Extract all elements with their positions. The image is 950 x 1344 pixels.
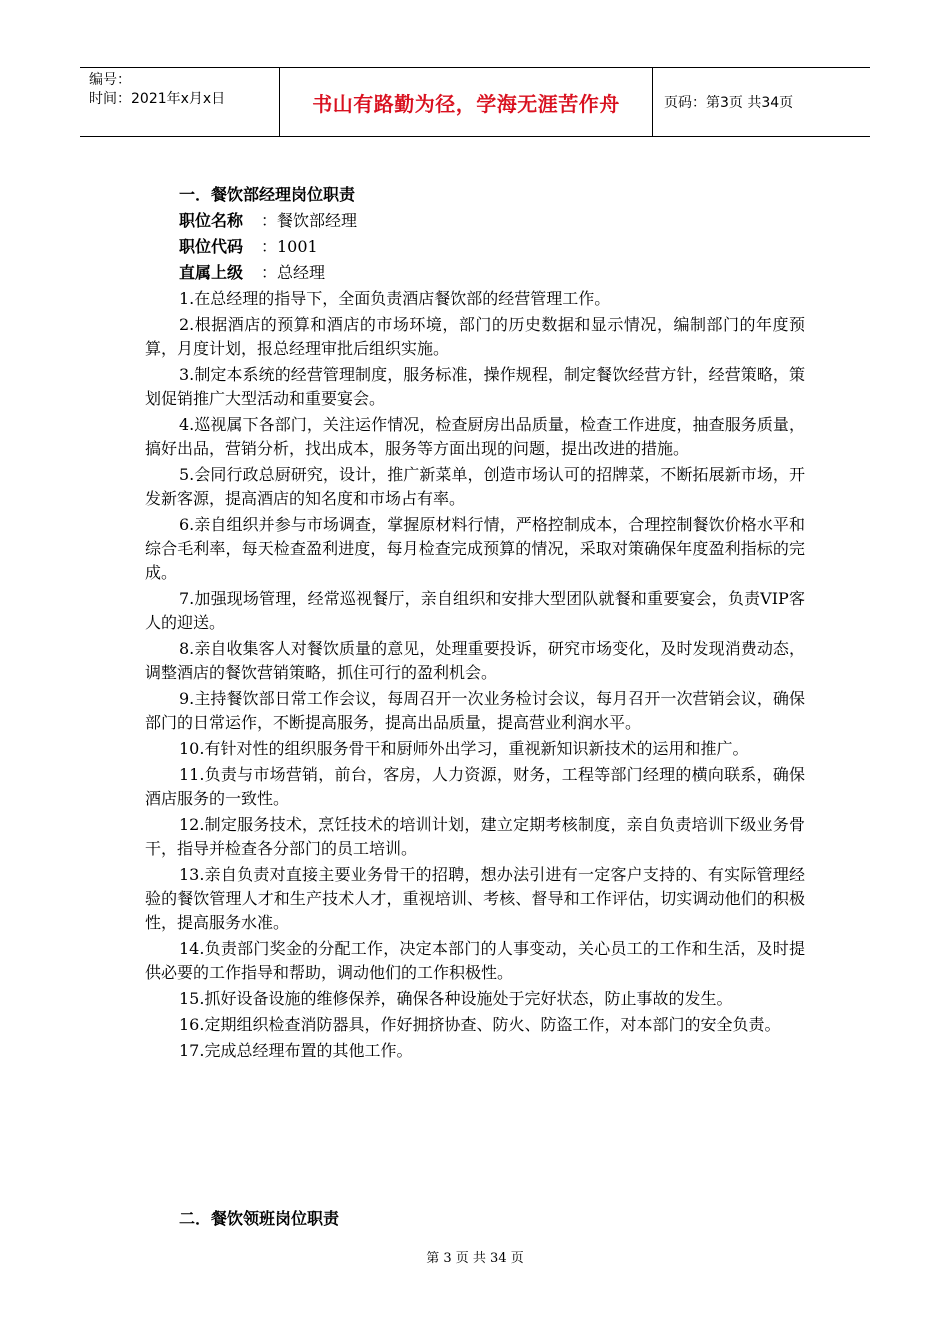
- document-date-label: 时间：2021年x月x日: [89, 91, 226, 107]
- field-row: [145, 235, 805, 259]
- header-meta: [80, 68, 280, 136]
- section-title: 一．餐饮部经理岗位职责: [179, 185, 356, 204]
- field-value: ：总经理: [261, 263, 326, 282]
- section-title: 二．餐饮领班岗位职责: [179, 1209, 340, 1228]
- header-page-info: 页码：第3页 共34页: [664, 95, 794, 111]
- duty-item: 9.主持餐饮部日常工作会议，每周召开一次业务检讨会议，每月召开一次营销会议，确保部门的日常运作，不断提高服务，提高出品质量，提高营业利润水平。: [145, 689, 805, 732]
- document-number-label: 编号：: [89, 72, 131, 88]
- field-key: 职位代码: [179, 237, 244, 256]
- duty-item: 10.有针对性的组织服务骨干和厨师外出学习，重视新知识新技术的运用和推广。: [179, 739, 749, 758]
- duty-item: 17.完成总经理布置的其他工作。: [179, 1041, 413, 1060]
- field-row: [145, 261, 805, 285]
- field-key: 职位名称: [179, 211, 244, 230]
- field-value: ：餐饮部经理: [261, 211, 358, 230]
- duty-item: 3.制定本系统的经营管理制度，服务标准，操作规程，制定餐饮经营方针，经营策略，策划促销推广大型活动和重要宴会。: [145, 365, 805, 408]
- field-row: [145, 209, 805, 233]
- header-slogan: 书山有路勤为径，学海无涯苦作舟: [280, 68, 653, 136]
- duty-item: 7.加强现场管理，经常巡视餐厅，亲自组织和安排大型团队就餐和重要宴会，负责VIP客人的迎送。: [145, 589, 805, 632]
- duty-item: 2.根据酒店的预算和酒店的市场环境，部门的历史数据和显示情况，编制部门的年度预算，月度计划，报总经理审批后组织实施。: [145, 315, 805, 358]
- duty-item: 14.负责部门奖金的分配工作，决定本部门的人事变动，关心员工的工作和生活，及时提供必要的工作指导和帮助，调动他们的工作积极性。: [145, 939, 805, 982]
- field-value: ：1001: [261, 237, 318, 256]
- duty-item: 13.亲自负责对直接主要业务骨干的招聘，想办法引进有一定客户支持的、有实际管理经验的餐饮管理人才和生产技术人才，重视培训、考核、督导和工作评估，切实调动他们的积极性，提高服务水准。: [145, 865, 805, 932]
- document-body: [145, 183, 805, 1228]
- field-key: 直属上级: [179, 263, 244, 282]
- duty-item: 8.亲自收集客人对餐饮质量的意见，处理重要投诉，研究市场变化，及时发现消费动态，调整酒店的餐饮营销策略，抓住可行的盈利机会。: [145, 639, 805, 682]
- page-footer: 第 3 页 共 34 页: [426, 1251, 524, 1266]
- duty-item: 4.巡视属下各部门，关注运作情况，检查厨房出品质量，检查工作进度，抽查服务质量，搞好出品，营销分析，找出成本，服务等方面出现的问题，提出改进的措施。: [145, 415, 805, 458]
- duty-item: 1.在总经理的指导下，全面负责酒店餐饮部的经营管理工作。: [179, 289, 611, 308]
- duty-item: 6.亲自组织并参与市场调查，掌握原材料行情，严格控制成本，合理控制餐饮价格水平和综合毛利率，每天检查盈利进度，每月检查完成预算的情况，采取对策确保年度盈利指标的完成。: [145, 515, 805, 582]
- page-header: [80, 67, 870, 137]
- duty-item: 12.制定服务技术，烹饪技术的培训计划，建立定期考核制度，亲自负责培训下级业务骨干，指导并检查各分部门的员工培训。: [145, 815, 805, 858]
- duty-item: 5.会同行政总厨研究，设计，推广新菜单，创造市场认可的招牌菜，不断拓展新市场，开发新客源，提高酒店的知名度和市场占有率。: [145, 465, 805, 508]
- duty-item: 15.抓好设备设施的维修保养，确保各种设施处于完好状态，防止事故的发生。: [179, 989, 733, 1008]
- duty-item: 11.负责与市场营销，前台，客房，人力资源，财务，工程等部门经理的横向联系，确保酒店服务的一致性。: [145, 765, 805, 808]
- duty-item: 16.定期组织检查消防器具，作好拥挤协查、防火、防盗工作，对本部门的安全负责。: [179, 1015, 781, 1034]
